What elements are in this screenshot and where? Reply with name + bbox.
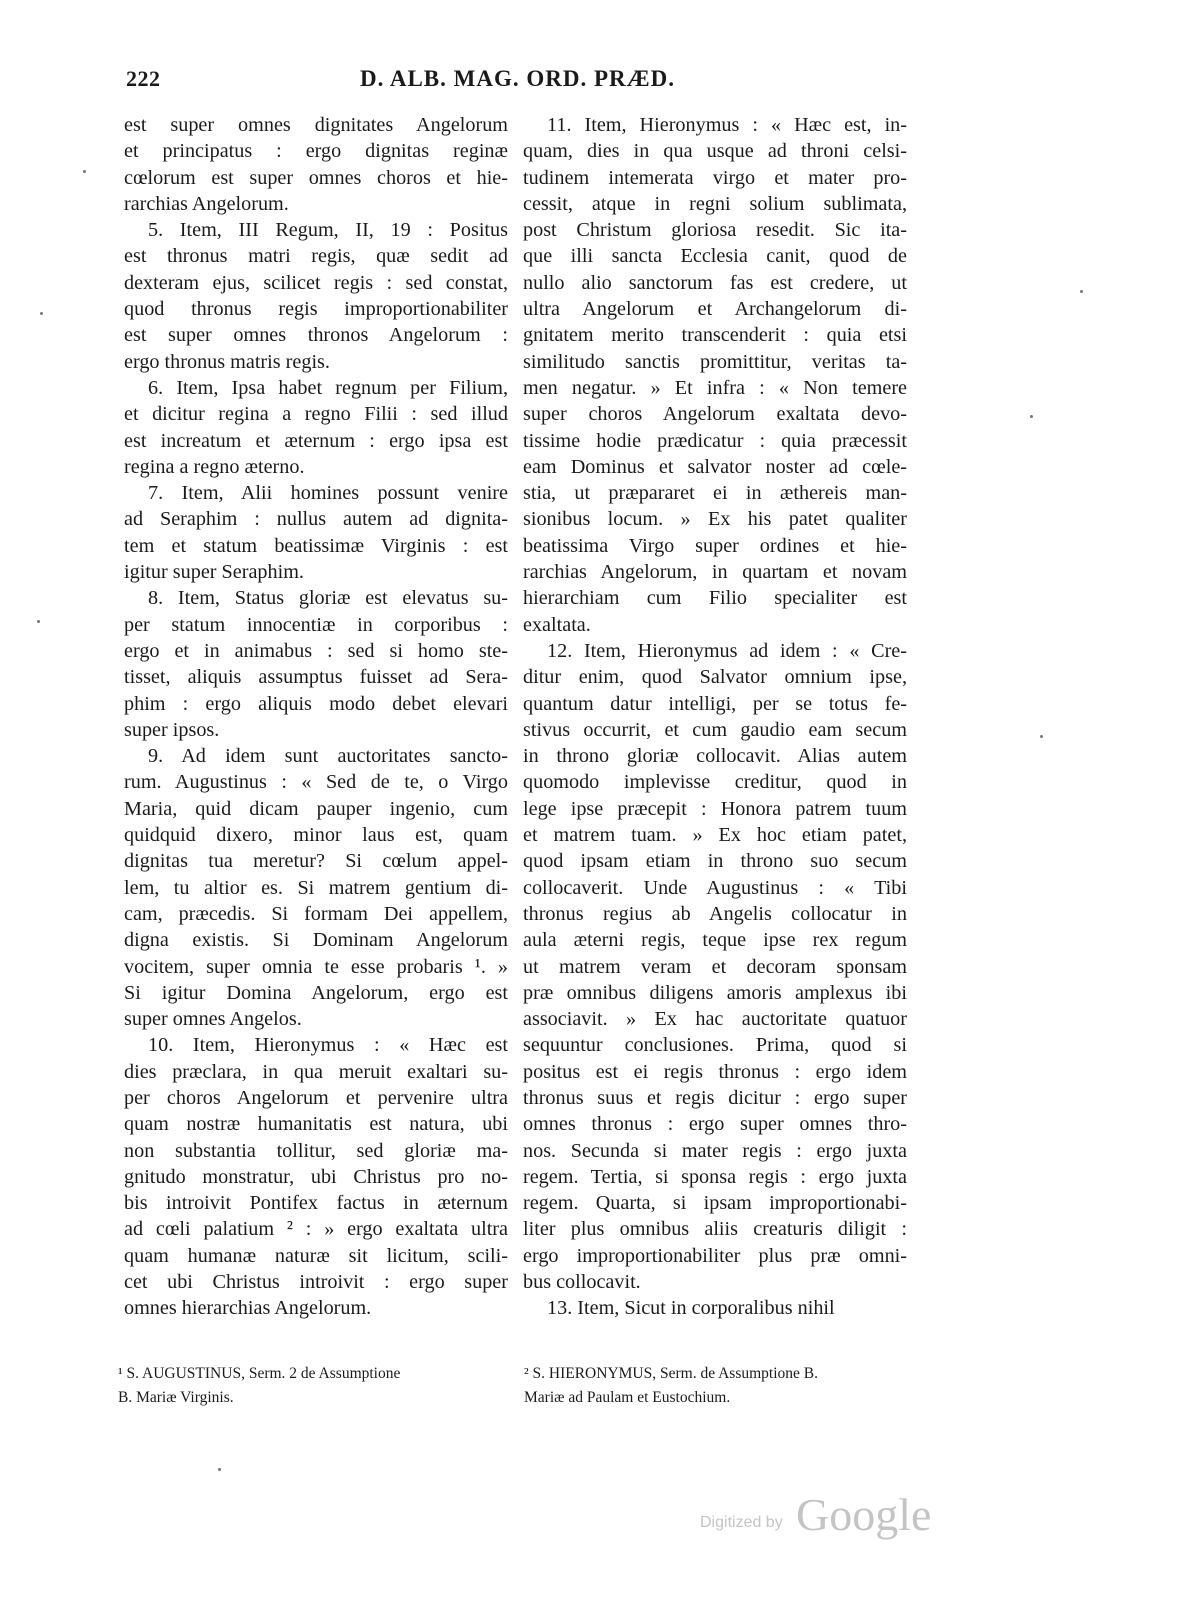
text-line: tem et statum beatissimæ Virginis : est bbox=[124, 534, 508, 557]
digitized-by-google-watermark bbox=[700, 1488, 940, 1548]
text-line: rum. Augustinus : « Sed de te, o Virgo bbox=[124, 771, 508, 794]
text-line: Si igitur Domina Angelorum, ergo est bbox=[124, 981, 508, 1004]
text-line: ergo et in animabus : sed si homo ste- bbox=[124, 639, 508, 662]
text-line: thronus suus et regis dicitur : ergo super bbox=[523, 1086, 907, 1109]
text-line: sionibus locum. » Ex his patet qualiter bbox=[523, 508, 907, 531]
text-line: super choros Angelorum exaltata devo- bbox=[523, 403, 907, 426]
watermark-prefix: Digitized by bbox=[700, 1514, 783, 1531]
text-line: ultra Angelorum et Archangelorum di- bbox=[523, 298, 907, 321]
page-header bbox=[0, 66, 1182, 100]
text-line: cessit, atque in regni solium sublimata, bbox=[523, 192, 907, 215]
text-line: rarchias Angelorum, in quartam et novam bbox=[523, 561, 907, 584]
text-line: ergo improportionabiliter plus præ omni- bbox=[523, 1244, 907, 1267]
text-line: non substantia tollitur, sed gloriæ ma- bbox=[124, 1139, 508, 1162]
text-line: 5. Item, III Regum, II, 19 : Positus bbox=[148, 219, 508, 242]
text-line: men negatur. » Et infra : « Non temere bbox=[523, 376, 907, 399]
text-line: 6. Item, Ipsa habet regnum per Filium, bbox=[148, 376, 508, 399]
text-line: dexteram ejus, scilicet regis : sed constat, bbox=[124, 271, 508, 294]
text-line: quantum datur intelligi, per se totus fe- bbox=[523, 692, 907, 715]
text-line: dignitas tua meretur? Si cœlum appel- bbox=[124, 850, 508, 873]
text-line: stivus occurrit, et cum gaudio eam secum bbox=[523, 718, 907, 741]
text-line: quod thronus regis improportionabiliter bbox=[124, 298, 508, 321]
google-logo: Google bbox=[796, 1489, 932, 1540]
text-line: quomodo implevisse creditur, quod in bbox=[523, 771, 907, 794]
text-line: est increatum et æternum : ergo ipsa est bbox=[124, 429, 508, 452]
scan-speck bbox=[83, 170, 86, 173]
text-line: beatissima Virgo super ordines et hie- bbox=[523, 534, 907, 557]
text-line: lem, tu altior es. Si matrem gentium di- bbox=[124, 876, 508, 899]
scan-speck bbox=[40, 312, 43, 315]
text-line: similitudo sanctis promittitur, veritas ta- bbox=[523, 350, 907, 373]
running-head: D. ALB. MAG. ORD. PRÆD. bbox=[360, 66, 675, 91]
text-line: et principatus : ergo dignitas reginæ bbox=[124, 140, 508, 163]
scan-speck bbox=[1030, 415, 1033, 418]
text-line: super omnes Angelos. bbox=[124, 1008, 302, 1031]
text-line: exaltata. bbox=[523, 613, 591, 636]
text-line: stia, ut præpararet ei in æthereis man- bbox=[523, 482, 907, 505]
text-line: 7. Item, Alii homines possunt venire bbox=[148, 482, 508, 505]
text-line: phim : ergo aliquis modo debet elevari bbox=[124, 692, 508, 715]
text-line: eam Dominus et salvator noster ad cœle- bbox=[523, 455, 907, 478]
text-line: gnitatem merito transcenderit : quia etsi bbox=[523, 324, 907, 347]
text-line: 9. Ad idem sunt auctoritates sancto- bbox=[148, 745, 508, 768]
text-line: igitur super Seraphim. bbox=[124, 561, 304, 584]
page-number: 222 bbox=[126, 66, 161, 91]
text-line: per choros Angelorum et pervenire ultra bbox=[124, 1086, 508, 1109]
text-line: regina a regno æterno. bbox=[124, 455, 305, 478]
text-line: et dicitur regina a regno Filii : sed illud bbox=[124, 403, 508, 426]
text-line: bis introivit Pontifex factus in æternum bbox=[124, 1192, 508, 1215]
footnote-2 bbox=[524, 1362, 914, 1410]
text-line: quam nostræ humanitatis est natura, ubi bbox=[124, 1113, 508, 1136]
text-line: positus est ei regis thronus : ergo idem bbox=[523, 1060, 907, 1083]
text-line: que illi sancta Ecclesia canit, quod de bbox=[523, 245, 907, 268]
text-line: post Christum gloriosa resedit. Sic ita- bbox=[523, 219, 907, 242]
text-line: gnitudo monstratur, ubi Christus pro no- bbox=[124, 1165, 508, 1188]
footnote-line: ¹ S. AUGUSTINUS, Serm. 2 de Assumptione bbox=[118, 1365, 401, 1382]
text-line: super ipsos. bbox=[124, 718, 220, 741]
text-line: 12. Item, Hieronymus ad idem : « Cre- bbox=[547, 639, 907, 662]
text-line: præ omnibus diligens amoris amplexus ibi bbox=[523, 981, 907, 1004]
text-line: est thronus matri regis, quæ sedit ad bbox=[124, 245, 508, 268]
text-line: regem. Tertia, si sponsa regis : ergo juxta bbox=[523, 1165, 907, 1188]
text-line: cœlorum est super omnes choros et hie- bbox=[124, 166, 508, 189]
text-line: rarchias Angelorum. bbox=[124, 192, 289, 215]
text-line: tisset, aliquis assumptus fuisset ad Sera- bbox=[124, 666, 508, 689]
text-line: ut matrem veram et decoram sponsam bbox=[523, 955, 907, 978]
text-line: 8. Item, Status gloriæ est elevatus su- bbox=[148, 587, 508, 610]
text-line: thronus regius ab Angelis collocatur in bbox=[523, 902, 907, 925]
text-line: regem. Quarta, si ipsam improportionabi- bbox=[523, 1192, 907, 1215]
left-text-column bbox=[124, 112, 508, 1322]
text-line: digna existis. Si Dominam Angelorum bbox=[124, 929, 508, 952]
text-line: ad cœli palatium ² : » ergo exaltata ultra bbox=[124, 1218, 508, 1241]
scan-speck bbox=[218, 1468, 221, 1471]
text-line: ditur enim, quod Salvator omnium ipse, bbox=[523, 666, 907, 689]
text-line: ad Seraphim : nullus autem ad dignita- bbox=[124, 508, 508, 531]
text-line: est super omnes thronos Angelorum : bbox=[124, 324, 508, 347]
text-line: collocaverit. Unde Augustinus : « Tibi bbox=[523, 876, 907, 899]
text-line: in throno gloriæ collocavit. Alias autem bbox=[523, 745, 907, 768]
footnote-line: Mariæ ad Paulam et Eustochium. bbox=[524, 1389, 731, 1406]
footnote-line: ² S. HIERONYMUS, Serm. de Assumptione B. bbox=[524, 1365, 818, 1382]
text-line: cam, præcedis. Si formam Dei appellem, bbox=[124, 902, 508, 925]
text-line: omnes hierarchias Angelorum. bbox=[124, 1297, 372, 1320]
scan-speck bbox=[1040, 735, 1043, 738]
right-text-column bbox=[523, 112, 907, 1322]
text-line: tudinem intemerata virgo et mater pro- bbox=[523, 166, 907, 189]
text-line: liter plus omnibus aliis creaturis diligit : bbox=[523, 1218, 907, 1241]
text-line: nullo alio sanctorum fas est credere, ut bbox=[523, 271, 907, 294]
text-line: hierarchiam cum Filio specialiter est bbox=[523, 587, 907, 610]
text-line: 10. Item, Hieronymus : « Hæc est bbox=[148, 1034, 508, 1057]
text-line: sequuntur conclusiones. Prima, quod si bbox=[523, 1034, 907, 1057]
text-line: associavit. » Ex hac auctoritate quatuor bbox=[523, 1008, 907, 1031]
text-line: Maria, quid dicam pauper ingenio, cum bbox=[124, 797, 508, 820]
scan-speck bbox=[1080, 290, 1083, 293]
footnote-1 bbox=[118, 1362, 506, 1410]
text-line: tissime hodie prædicatur : quia præcessit bbox=[523, 429, 907, 452]
text-line: est super omnes dignitates Angelorum bbox=[124, 114, 508, 136]
text-line: cet ubi Christus introivit : ergo super bbox=[124, 1271, 508, 1294]
text-line: quidquid dixero, minor laus est, quam bbox=[124, 824, 508, 847]
footnote-line: B. Mariæ Virginis. bbox=[118, 1389, 234, 1406]
text-line: quod ipsam etiam in throno suo secum bbox=[523, 850, 907, 873]
text-line: dies præclara, in qua meruit exaltari su- bbox=[124, 1060, 508, 1083]
text-line: 13. Item, Sicut in corporalibus nihil bbox=[547, 1297, 835, 1320]
scan-speck bbox=[37, 620, 40, 623]
text-line: per statum innocentiæ in corporibus : bbox=[124, 613, 508, 636]
text-line: et matrem tuam. » Ex hoc etiam patet, bbox=[523, 824, 907, 847]
text-line: aula æterni regis, teque ipse rex regum bbox=[523, 929, 907, 952]
text-line: nos. Secunda si mater regis : ergo juxta bbox=[523, 1139, 907, 1162]
text-line: ergo thronus matris regis. bbox=[124, 350, 330, 373]
text-line: vocitem, super omnia te esse probaris ¹. » bbox=[124, 955, 508, 978]
text-line: omnes thronus : ergo super omnes thro- bbox=[523, 1113, 907, 1136]
text-line: quam, dies in qua usque ad throni celsi- bbox=[523, 140, 907, 163]
text-line: quam humanæ naturæ sit licitum, scili- bbox=[124, 1244, 508, 1267]
text-line: 11. Item, Hieronymus : « Hæc est, in- bbox=[547, 114, 907, 136]
text-line: lege ipse præcepit : Honora patrem tuum bbox=[523, 797, 907, 820]
text-line: bus collocavit. bbox=[523, 1271, 641, 1294]
